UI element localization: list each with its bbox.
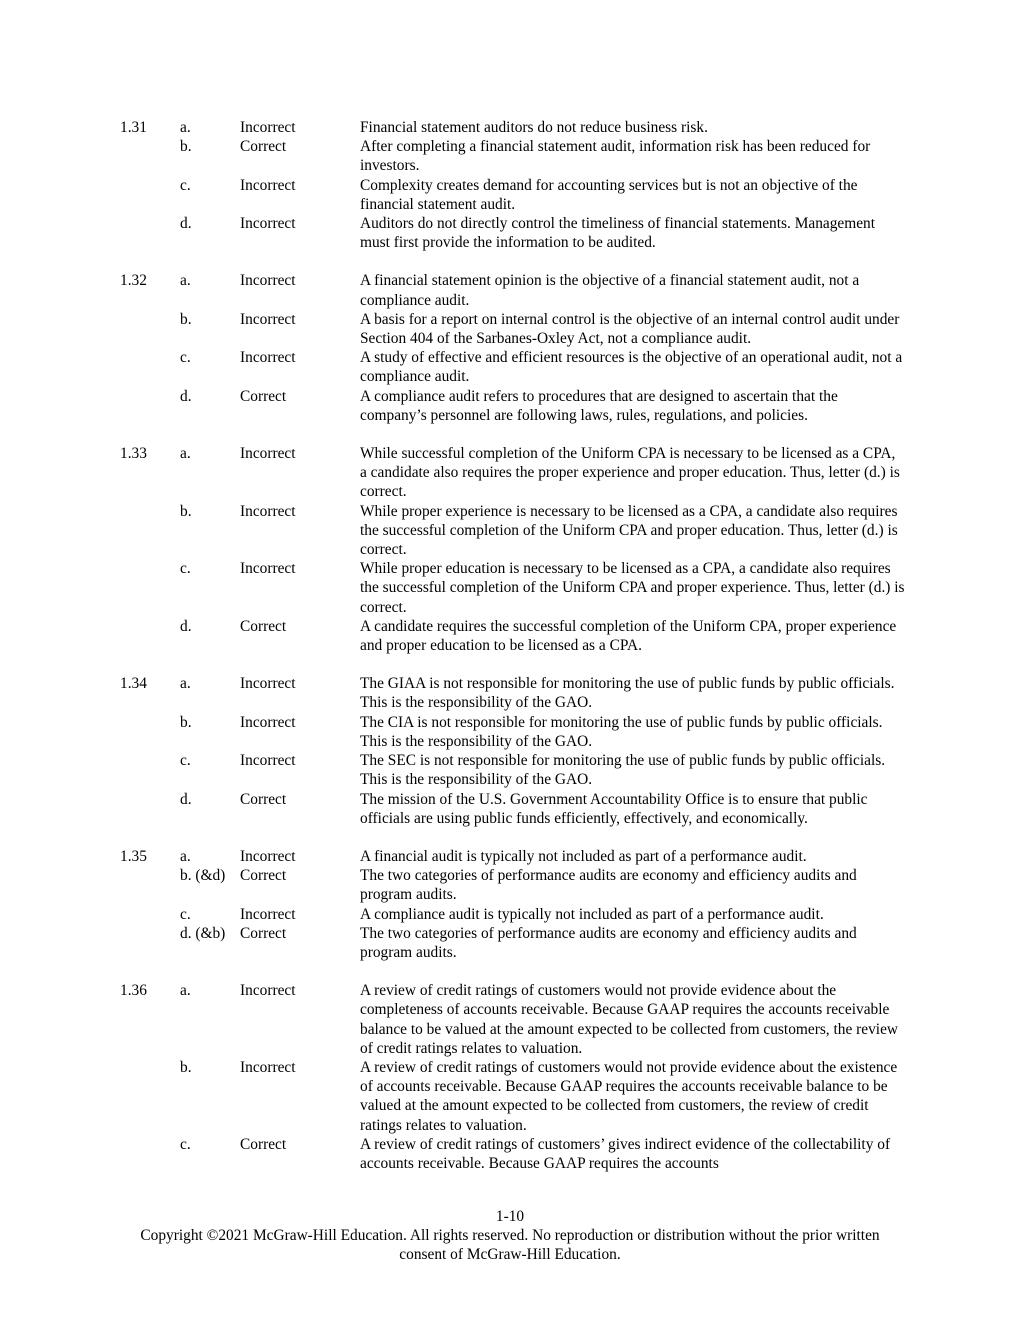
- copyright-notice: Copyright ©2021 McGraw-Hill Education. All rights reserved. No reproduction or distribution without the prior written consent of McGraw-Hill Education.: [140, 1227, 880, 1263]
- page-number: 1-10: [495, 1208, 525, 1225]
- answer-row: [0, 137, 1020, 175]
- answer-row: [0, 214, 1020, 252]
- question-block: [0, 981, 1020, 1173]
- option-letter: d.: [180, 215, 192, 233]
- answer-row: [0, 387, 1020, 425]
- option-explanation: The two categories of performance audits are economy and efficiency audits and program audits.: [360, 924, 857, 961]
- option-verdict: Correct: [240, 867, 287, 885]
- option-verdict: Incorrect: [240, 502, 296, 520]
- question-block: [0, 271, 1020, 425]
- question-number: 1.34: [120, 675, 147, 693]
- answer-row: [0, 1135, 1020, 1173]
- answer-row: [0, 502, 1020, 560]
- option-explanation: A financial statement opinion is the objective of a financial statement audit, not a compliance audit.: [360, 272, 860, 309]
- option-letter: c.: [180, 349, 191, 367]
- option-letter: d.: [180, 617, 192, 635]
- option-verdict: Correct: [240, 617, 287, 635]
- answer-row: [0, 271, 1020, 309]
- option-verdict: Incorrect: [240, 1058, 296, 1076]
- answer-row: [0, 847, 1020, 866]
- option-verdict: Correct: [240, 387, 287, 405]
- option-verdict: Incorrect: [240, 310, 296, 328]
- option-explanation: A financial audit is typically not included as part of a performance audit.: [360, 847, 807, 865]
- option-letter: a.: [180, 982, 191, 1000]
- option-letter: b.: [180, 1058, 192, 1076]
- answer-row: [0, 176, 1020, 214]
- option-verdict: Correct: [240, 924, 287, 942]
- option-letter: b.: [180, 713, 192, 731]
- answer-row: [0, 348, 1020, 386]
- option-letter: a.: [180, 272, 191, 290]
- page-footer: [0, 1207, 1020, 1264]
- answer-row: [0, 751, 1020, 789]
- option-explanation: The mission of the U.S. Government Accountability Office is to ensure that public officials are using public funds efficiently, effectively, and economically.: [360, 790, 868, 827]
- answer-row: [0, 1058, 1020, 1135]
- answer-row: [0, 617, 1020, 655]
- option-explanation: While successful completion of the Uniform CPA is necessary to be licensed as a CPA, a candidate also requires the proper experience and proper education. Thus, letter (d.) is correct.: [360, 445, 900, 501]
- answer-key: [0, 118, 1020, 1192]
- answer-row: [0, 444, 1020, 502]
- option-verdict: Incorrect: [240, 215, 296, 233]
- option-letter: b.: [180, 502, 192, 520]
- answer-row: [0, 310, 1020, 348]
- option-verdict: Incorrect: [240, 847, 296, 865]
- option-explanation: Auditors do not directly control the timeliness of financial statements. Management must first provide the information to be audited.: [360, 215, 876, 252]
- question-number: 1.35: [120, 847, 147, 865]
- option-letter: a.: [180, 847, 191, 865]
- option-explanation: Complexity creates demand for accounting services but is not an objective of the financial statement audit.: [360, 176, 858, 213]
- option-explanation: The SEC is not responsible for monitoring the use of public funds by public officials. This is the responsibility of the GAO.: [360, 752, 886, 789]
- answer-row: [0, 713, 1020, 751]
- answer-row: [0, 981, 1020, 1058]
- question-number: 1.32: [120, 272, 147, 290]
- question-number: 1.36: [120, 982, 147, 1000]
- question-number: 1.33: [120, 445, 147, 463]
- option-explanation: A compliance audit refers to procedures that are designed to ascertain that the company’s personnel are following laws, rules, regulations, and policies.: [360, 387, 838, 424]
- option-explanation: A review of credit ratings of customers would not provide evidence about the existence of accounts receivable. Because GAAP requires the accounts receivable balance to be valued at the amount expected to be collected from customers, the review of credit ratings relates to valuation.: [360, 1058, 898, 1134]
- option-letter: c.: [180, 560, 191, 578]
- option-letter: d.: [180, 387, 192, 405]
- option-verdict: Incorrect: [240, 675, 296, 693]
- option-verdict: Incorrect: [240, 560, 296, 578]
- option-letter: b. (&d): [180, 867, 226, 885]
- option-verdict: Correct: [240, 1135, 287, 1153]
- option-letter: d. (&b): [180, 924, 226, 942]
- option-verdict: Incorrect: [240, 713, 296, 731]
- option-letter: c.: [180, 905, 191, 923]
- option-letter: a.: [180, 445, 191, 463]
- option-letter: a.: [180, 675, 191, 693]
- option-letter: b.: [180, 138, 192, 156]
- option-verdict: Incorrect: [240, 119, 296, 136]
- question-block: [0, 444, 1020, 655]
- option-verdict: Incorrect: [240, 176, 296, 194]
- answer-row: [0, 924, 1020, 962]
- option-verdict: Incorrect: [240, 445, 296, 463]
- option-verdict: Incorrect: [240, 272, 296, 290]
- option-explanation: A review of credit ratings of customers’ gives indirect evidence of the collectability of accounts receivable. Because GAAP requires the accounts: [360, 1135, 891, 1172]
- option-verdict: Incorrect: [240, 752, 296, 770]
- question-number: 1.31: [120, 119, 147, 136]
- question-block: [0, 118, 1020, 252]
- option-explanation: A candidate requires the successful completion of the Uniform CPA, proper experience and proper education to be licensed as a CPA.: [360, 617, 897, 655]
- option-explanation: A study of effective and efficient resources is the objective of an operational audit, not a compliance audit.: [360, 349, 903, 386]
- option-letter: a.: [180, 119, 191, 136]
- option-letter: c.: [180, 752, 191, 770]
- question-block: [0, 674, 1020, 828]
- option-verdict: Correct: [240, 138, 287, 156]
- option-verdict: Incorrect: [240, 905, 296, 923]
- option-letter: c.: [180, 176, 191, 194]
- question-block: [0, 847, 1020, 962]
- answer-row: [0, 674, 1020, 712]
- answer-row: [0, 905, 1020, 924]
- option-explanation: Financial statement auditors do not reduce business risk.: [360, 119, 708, 136]
- option-explanation: A compliance audit is typically not included as part of a performance audit.: [360, 905, 824, 923]
- option-letter: d.: [180, 790, 192, 808]
- option-verdict: Incorrect: [240, 349, 296, 367]
- option-verdict: Incorrect: [240, 982, 296, 1000]
- option-letter: b.: [180, 310, 192, 328]
- option-letter: c.: [180, 1135, 191, 1153]
- answer-row: [0, 790, 1020, 828]
- option-explanation: While proper education is necessary to be licensed as a CPA, a candidate also requires the successful completion of the Uniform CPA and proper experience. Thus, letter (d.) is correct.: [360, 560, 905, 616]
- option-explanation: The CIA is not responsible for monitoring the use of public funds by public officials. This is the responsibility of the GAO.: [360, 713, 883, 750]
- option-explanation: The two categories of performance audits are economy and efficiency audits and program audits.: [360, 867, 857, 904]
- answer-row: [0, 118, 1020, 137]
- option-explanation: A basis for a report on internal control is the objective of an internal control audit under Section 404 of the Sarbanes-Oxley Act, not a compliance audit.: [360, 310, 900, 348]
- answer-row: [0, 559, 1020, 617]
- option-explanation: A review of credit ratings of customers would not provide evidence about the completeness of accounts receivable. Because GAAP requires the accounts receivable balance to be valued at the amount expected to be collected from customers, the review of credit ratings relates to valuation.: [360, 982, 899, 1057]
- option-verdict: Correct: [240, 790, 287, 808]
- option-explanation: The GIAA is not responsible for monitoring the use of public funds by public officials. This is the responsibility of the GAO.: [360, 675, 895, 712]
- option-explanation: While proper experience is necessary to be licensed as a CPA, a candidate also requires the successful completion of the Uniform CPA and proper education. Thus, letter (d.) is correct.: [360, 502, 898, 559]
- option-explanation: After completing a financial statement audit, information risk has been reduced for investors.: [360, 138, 871, 175]
- answer-row: [0, 866, 1020, 904]
